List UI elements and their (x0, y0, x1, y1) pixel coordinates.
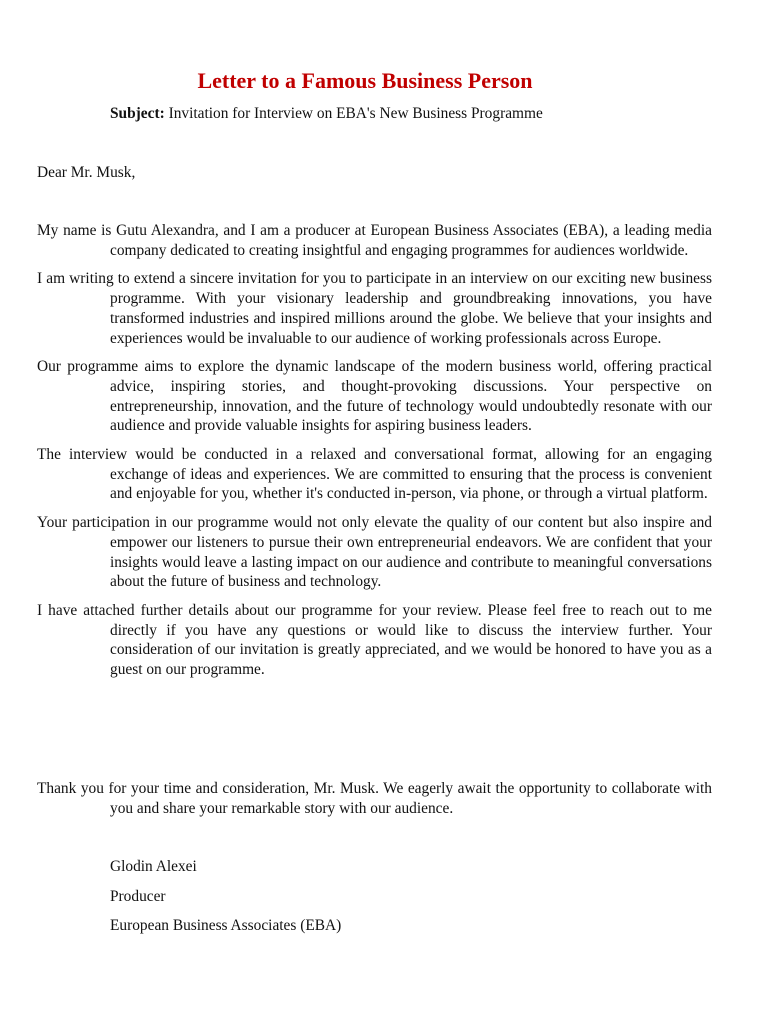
body-paragraph-4: The interview would be conducted in a relaxed and conversational format, allowing for an engaging exchange of ideas and experiences. We are committed to ensuring that the process is convenient and enjoyable for you, whether it's conducted in-person, via phone, or through a virtual platform. (37, 446, 712, 503)
letter-body (37, 221, 712, 689)
subject-line (110, 104, 543, 124)
subject-label: Subject: (110, 105, 165, 122)
body-paragraph-2: I am writing to extend a sincere invitation for you to participate in an interview on our exciting new business programme. With your visionary leadership and groundbreaking innovations, you have transformed industries and inspired millions around the globe. We believe that your insights and experiences would be invaluable to our audience of working professionals across Europe. (37, 270, 712, 347)
closing-paragraph: Thank you for your time and consideration, Mr. Musk. We eagerly await the opportunity to collaborate with you and share your remarkable story with our audience. (37, 780, 712, 817)
signature-organization: European Business Associates (EBA) (110, 917, 342, 934)
body-paragraph-6: I have attached further details about our programme for your review. Please feel free to reach out to me directly if you have any questions or would like to discuss the interview further. Your consideration of our invitation is greatly appreciated, and we would be honored to have you as a guest on our programme. (37, 601, 712, 679)
body-paragraph-3: Our programme aims to explore the dynamic landscape of the modern business world, offering practical advice, inspiring stories, and thought-provoking discussions. Your perspective on entrepreneurship, innovation, and the future of technology would undoubtedly resonate with our audience and provide valuable insights for aspiring business leaders. (37, 358, 712, 435)
closing-block (37, 779, 712, 827)
signature-name: Glodin Alexei (110, 858, 197, 875)
body-paragraph-1: My name is Gutu Alexandra, and I am a producer at European Business Associates (EBA), a leading media company dedicated to creating insightful and engaging programmes for audiences worldwide. (37, 222, 712, 259)
subject-text: Invitation for Interview on EBA's New Business Programme (168, 105, 543, 122)
salutation: Dear Mr. Musk, (37, 164, 136, 181)
letter-title: Letter to a Famous Business Person (197, 68, 533, 93)
signature-role: Producer (110, 888, 166, 905)
body-paragraph-5: Your participation in our programme would not only elevate the quality of our content but also inspire and empower our listeners to pursue their own entrepreneurial endeavors. We are confident that your insights would leave a lasting impact on our audience and contribute to meaningful conversations about the future of business and technology. (37, 514, 712, 591)
